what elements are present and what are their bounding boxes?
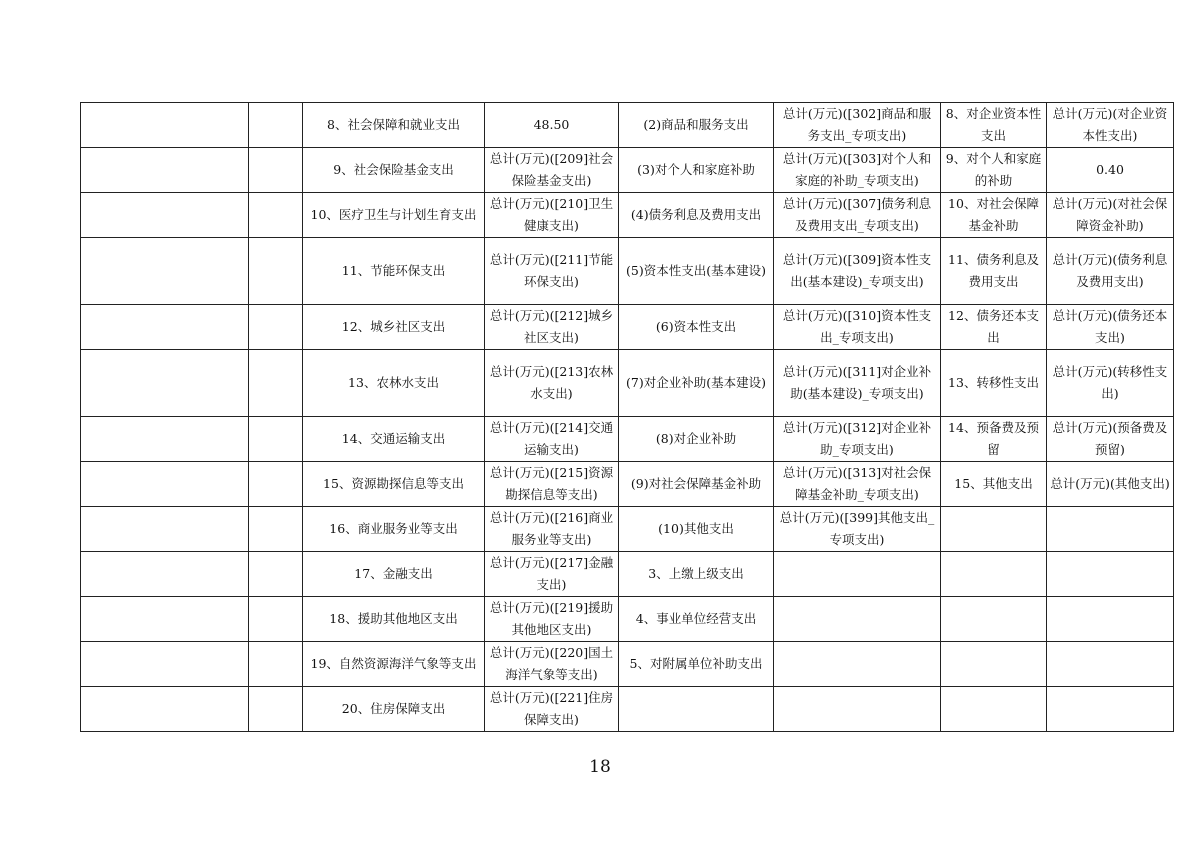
table-cell xyxy=(1047,507,1174,552)
table-cell: 总计(万元)(对社会保障资金补助) xyxy=(1047,193,1174,238)
table-cell xyxy=(81,148,249,193)
table-cell: 总计(万元)([313]对社会保障基金补助_专项支出) xyxy=(774,462,941,507)
table-cell xyxy=(81,103,249,148)
table-cell: 总计(万元)([399]其他支出_专项支出) xyxy=(774,507,941,552)
table-cell xyxy=(1047,597,1174,642)
table-cell: (2)商品和服务支出 xyxy=(619,103,774,148)
table-cell xyxy=(81,597,249,642)
table-cell: 20、住房保障支出 xyxy=(303,687,485,732)
table-cell: 14、交通运输支出 xyxy=(303,417,485,462)
table-cell xyxy=(1047,687,1174,732)
table-cell: 总计(万元)(债务还本支出) xyxy=(1047,305,1174,350)
table-cell: 总计(万元)([307]债务利息及费用支出_专项支出) xyxy=(774,193,941,238)
table-cell: 48.50 xyxy=(485,103,619,148)
table-cell: 9、社会保险基金支出 xyxy=(303,148,485,193)
table-cell xyxy=(941,597,1047,642)
table-row xyxy=(81,462,1174,507)
table-row xyxy=(81,642,1174,687)
table-cell xyxy=(774,687,941,732)
table-cell xyxy=(941,687,1047,732)
table-cell: 11、节能环保支出 xyxy=(303,238,485,305)
table-cell: 总计(万元)([220]国土海洋气象等支出) xyxy=(485,642,619,687)
table-cell xyxy=(81,193,249,238)
table-cell: 14、预备费及预留 xyxy=(941,417,1047,462)
table-row xyxy=(81,687,1174,732)
page-number: 18 xyxy=(589,757,611,777)
table-cell: 总计(万元)(债务利息及费用支出) xyxy=(1047,238,1174,305)
table-cell: 3、上缴上级支出 xyxy=(619,552,774,597)
table-cell: 总计(万元)([312]对企业补助_专项支出) xyxy=(774,417,941,462)
table-cell: 总计(万元)([217]金融支出) xyxy=(485,552,619,597)
table-cell: 总计(万元)(转移性支出) xyxy=(1047,350,1174,417)
table-cell: (7)对企业补助(基本建设) xyxy=(619,350,774,417)
table-cell: 15、其他支出 xyxy=(941,462,1047,507)
table-cell: 总计(万元)([210]卫生健康支出) xyxy=(485,193,619,238)
table-cell xyxy=(249,462,303,507)
table-cell: 4、事业单位经营支出 xyxy=(619,597,774,642)
table-cell: (6)资本性支出 xyxy=(619,305,774,350)
table-cell: 总计(万元)([221]住房保障支出) xyxy=(485,687,619,732)
table-cell: (4)债务利息及费用支出 xyxy=(619,193,774,238)
table-cell: 13、农林水支出 xyxy=(303,350,485,417)
table-cell xyxy=(941,642,1047,687)
table-cell xyxy=(249,305,303,350)
table-body xyxy=(81,103,1174,732)
table-cell: 10、医疗卫生与计划生育支出 xyxy=(303,193,485,238)
table-cell: 总计(万元)([309]资本性支出(基本建设)_专项支出) xyxy=(774,238,941,305)
table-cell xyxy=(941,507,1047,552)
table-cell xyxy=(81,552,249,597)
table-cell xyxy=(249,148,303,193)
table-cell: 0.40 xyxy=(1047,148,1174,193)
table-cell: (8)对企业补助 xyxy=(619,417,774,462)
table-cell xyxy=(249,597,303,642)
table-cell: 总计(万元)([212]城乡社区支出) xyxy=(485,305,619,350)
table-cell xyxy=(81,417,249,462)
table-cell xyxy=(81,642,249,687)
table-cell: 5、对附属单位补助支出 xyxy=(619,642,774,687)
table-cell: 8、社会保障和就业支出 xyxy=(303,103,485,148)
table-cell xyxy=(249,687,303,732)
table-cell: 15、资源勘探信息等支出 xyxy=(303,462,485,507)
table-cell: 12、城乡社区支出 xyxy=(303,305,485,350)
table-cell xyxy=(249,552,303,597)
table-row xyxy=(81,350,1174,417)
table-cell xyxy=(249,193,303,238)
table-cell xyxy=(774,552,941,597)
table-cell xyxy=(774,642,941,687)
table-cell xyxy=(774,597,941,642)
table-cell: 12、债务还本支出 xyxy=(941,305,1047,350)
table-cell xyxy=(81,350,249,417)
table-cell: 总计(万元)([302]商品和服务支出_专项支出) xyxy=(774,103,941,148)
table-cell: 总计(万元)([211]节能环保支出) xyxy=(485,238,619,305)
table-cell: 总计(万元)([214]交通运输支出) xyxy=(485,417,619,462)
table-row xyxy=(81,552,1174,597)
table-cell xyxy=(249,350,303,417)
table-row xyxy=(81,417,1174,462)
table-cell xyxy=(81,238,249,305)
table-cell: 19、自然资源海洋气象等支出 xyxy=(303,642,485,687)
table-cell: (5)资本性支出(基本建设) xyxy=(619,238,774,305)
table-cell: 8、对企业资本性支出 xyxy=(941,103,1047,148)
table-cell: 总计(万元)([216]商业服务业等支出) xyxy=(485,507,619,552)
table-cell xyxy=(249,642,303,687)
table-cell: 总计(万元)([303]对个人和家庭的补助_专项支出) xyxy=(774,148,941,193)
table-cell: 总计(万元)(预备费及预留) xyxy=(1047,417,1174,462)
table-cell: 11、债务利息及费用支出 xyxy=(941,238,1047,305)
table-cell: 总计(万元)([310]资本性支出_专项支出) xyxy=(774,305,941,350)
table-cell xyxy=(249,507,303,552)
table-cell: 13、转移性支出 xyxy=(941,350,1047,417)
table-row xyxy=(81,305,1174,350)
table-cell: (3)对个人和家庭补助 xyxy=(619,148,774,193)
table-cell xyxy=(1047,552,1174,597)
table-cell: 总计(万元)([209]社会保险基金支出) xyxy=(485,148,619,193)
table-cell: 16、商业服务业等支出 xyxy=(303,507,485,552)
table-cell: 总计(万元)([311]对企业补助(基本建设)_专项支出) xyxy=(774,350,941,417)
table-row xyxy=(81,507,1174,552)
table-row xyxy=(81,597,1174,642)
table-cell: 17、金融支出 xyxy=(303,552,485,597)
table-cell xyxy=(619,687,774,732)
table-cell: 总计(万元)(对企业资本性支出) xyxy=(1047,103,1174,148)
budget-table xyxy=(80,102,1174,732)
table-cell: 10、对社会保障基金补助 xyxy=(941,193,1047,238)
table-cell: (10)其他支出 xyxy=(619,507,774,552)
table-cell: 总计(万元)(其他支出) xyxy=(1047,462,1174,507)
table-cell xyxy=(81,687,249,732)
table-cell: 总计(万元)([219]援助其他地区支出) xyxy=(485,597,619,642)
table-cell xyxy=(941,552,1047,597)
table-cell xyxy=(1047,642,1174,687)
table-cell xyxy=(81,507,249,552)
table-row xyxy=(81,193,1174,238)
table-row xyxy=(81,148,1174,193)
table-cell xyxy=(81,305,249,350)
table-cell: 9、对个人和家庭的补助 xyxy=(941,148,1047,193)
table-row xyxy=(81,103,1174,148)
table-cell xyxy=(249,417,303,462)
table-cell xyxy=(249,238,303,305)
table-cell: 总计(万元)([215]资源勘探信息等支出) xyxy=(485,462,619,507)
table-row xyxy=(81,238,1174,305)
table-cell xyxy=(81,462,249,507)
table-cell xyxy=(249,103,303,148)
table-cell: (9)对社会保障基金补助 xyxy=(619,462,774,507)
table-cell: 总计(万元)([213]农林水支出) xyxy=(485,350,619,417)
table-cell: 18、援助其他地区支出 xyxy=(303,597,485,642)
